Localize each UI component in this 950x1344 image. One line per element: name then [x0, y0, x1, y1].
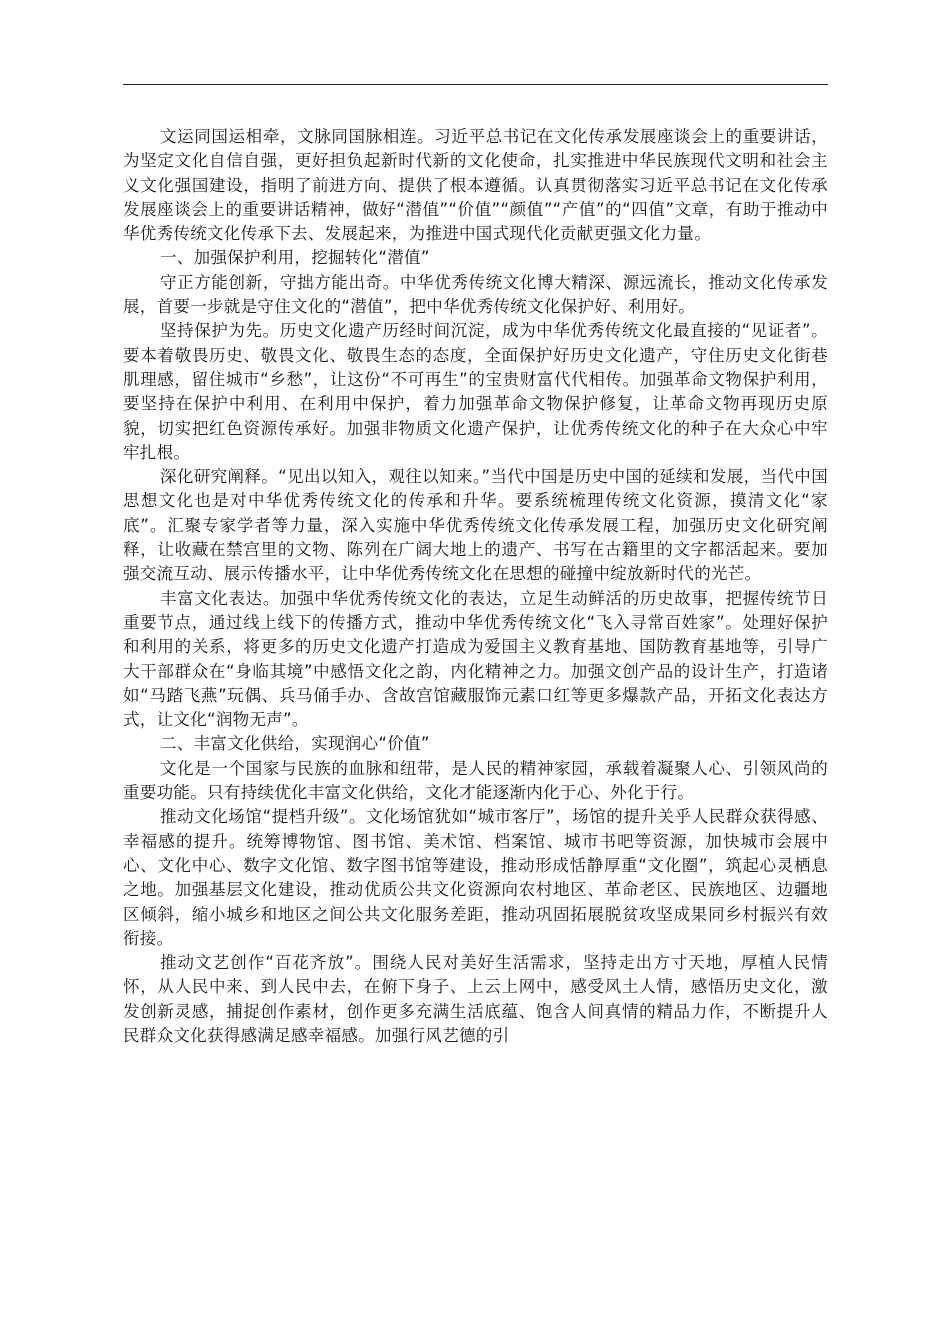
body-paragraph: 推动文艺创作“百花齐放”。围绕人民对美好生活需求，坚持走出方寸天地，厚植人民情怀，从人民中来、到人民中去，在俯下身子、上云上网中，感受风土人情，感悟历史文化，激发创新灵感，捕捉创作素材，创作更多充满生活底蕴、饱含人间真情的精品力作，不断提升人民群众文化获得感满足感幸福感。加强行风艺德的引 [123, 953, 828, 1045]
header-rule [123, 84, 828, 85]
section-heading-1: 一、加强保护利用，挖掘转化“潜值” [160, 248, 430, 268]
body-paragraph: 守正方能创新，守拙方能出奇。中华优秀传统文化博大精深、源远流长，推动文化传承发展，首要一步就是守住文化的“潜值”，把中华优秀传统文化保护好、利用好。 [123, 272, 828, 317]
body-paragraph: 丰富文化表达。加强中华优秀传统文化的表达，立足生动鲜活的历史故事，把握传统节日重要节点，通过线上线下的传播方式，推动中华优秀传统文化“飞入寻常百姓家”。处理好保护和利用的关系，将更多的历史文化遗产打造成为爱国主义教育基地、国防教育基地等，引导广大干部群众在“身临其境”中感悟文化之韵，内化精神之力。加强文创产品的设计生产，打造诸如“马踏飞燕”玩偶、兵马俑手办、含故宫馆藏服饰元素口红等更多爆款产品，开拓文化表达方式，让文化“润物无声”。 [123, 588, 828, 730]
body-paragraph: 推动文化场馆“提档升级”。文化场馆犹如“城市客厅”，场馆的提升关乎人民群众获得感、幸福感的提升。统筹博物馆、图书馆、美术馆、档案馆、城市书吧等资源，加快城市会展中心、文化中心、数字文化馆、数字图书馆等建设，推动形成恬静厚重“文化圈”，筑起心灵栖息之地。加强基层文化建设，推动优质公共文化资源向农村地区、革命老区、民族地区、边疆地区倾斜，缩小城乡和地区之间公共文化服务差距，推动巩固拓展脱贫攻坚成果同乡村振兴有效衔接。 [123, 807, 828, 948]
body-paragraph: 坚持保护为先。历史文化遗产历经时间沉淀，成为中华优秀传统文化最直接的“见证者”。要本着敬畏历史、敬畏文化、敬畏生态的态度，全面保护好历史文化遗产，守住历史文化街巷肌理感，留住城市“乡愁”，让这份“不可再生”的宝贵财富代代相传。加强革命文物保护利用，要坚持在保护中利用、在利用中保护，着力加强革命文物保护修复，让革命文物再现历史原貌，切实把红色资源传承好。加强非物质文化遗产保护，让优秀传统文化的种子在大众心中牢牢扎根。 [123, 321, 828, 462]
body-paragraph: 文化是一个国家与民族的血脉和纽带，是人民的精神家园，承载着凝聚人心、引领风尚的重要功能。只有持续优化丰富文化供给，文化才能逐渐内化于心、外化于行。 [123, 758, 828, 803]
section-heading-2: 二、丰富文化供给，实现润心“价值” [160, 734, 430, 754]
body-paragraph: 深化研究阐释。“见出以知入，观往以知来。”当代中国是历史中国的延续和发展，当代中国思想文化也是对中华优秀传统文化的传承和升华。要系统梳理传统文化资源，摸清文化“家底”。汇聚专家学者等力量，深入实施中华优秀传统文化传承发展工程，加强历史文化研究阐释，让收藏在禁宫里的文物、陈列在广阔大地上的遗产、书写在古籍里的文字都活起来。要加强交流互动、展示传播水平，让中华优秀传统文化在思想的碰撞中绽放新时代的光芒。 [123, 467, 828, 584]
intro-paragraph: 文运同国运相牵，文脉同国脉相连。习近平总书记在文化传承发展座谈会上的重要讲话，为坚定文化自信自强，更好担负起新时代新的文化使命，扎实推进中华民族现代文明和社会主义文化强国建设，指明了前进方向、提供了根本遵循。认真贯彻落实习近平总书记在文化传承发展座谈会上的重要讲话精神，做好“潜值”“价值”“颜值”“产值”的“四值”文章，有助于推动中华优秀传统文化传承下去、发展起来，为推进中国式现代化贡献更强文化力量。 [123, 127, 828, 244]
document-body [123, 125, 828, 1048]
